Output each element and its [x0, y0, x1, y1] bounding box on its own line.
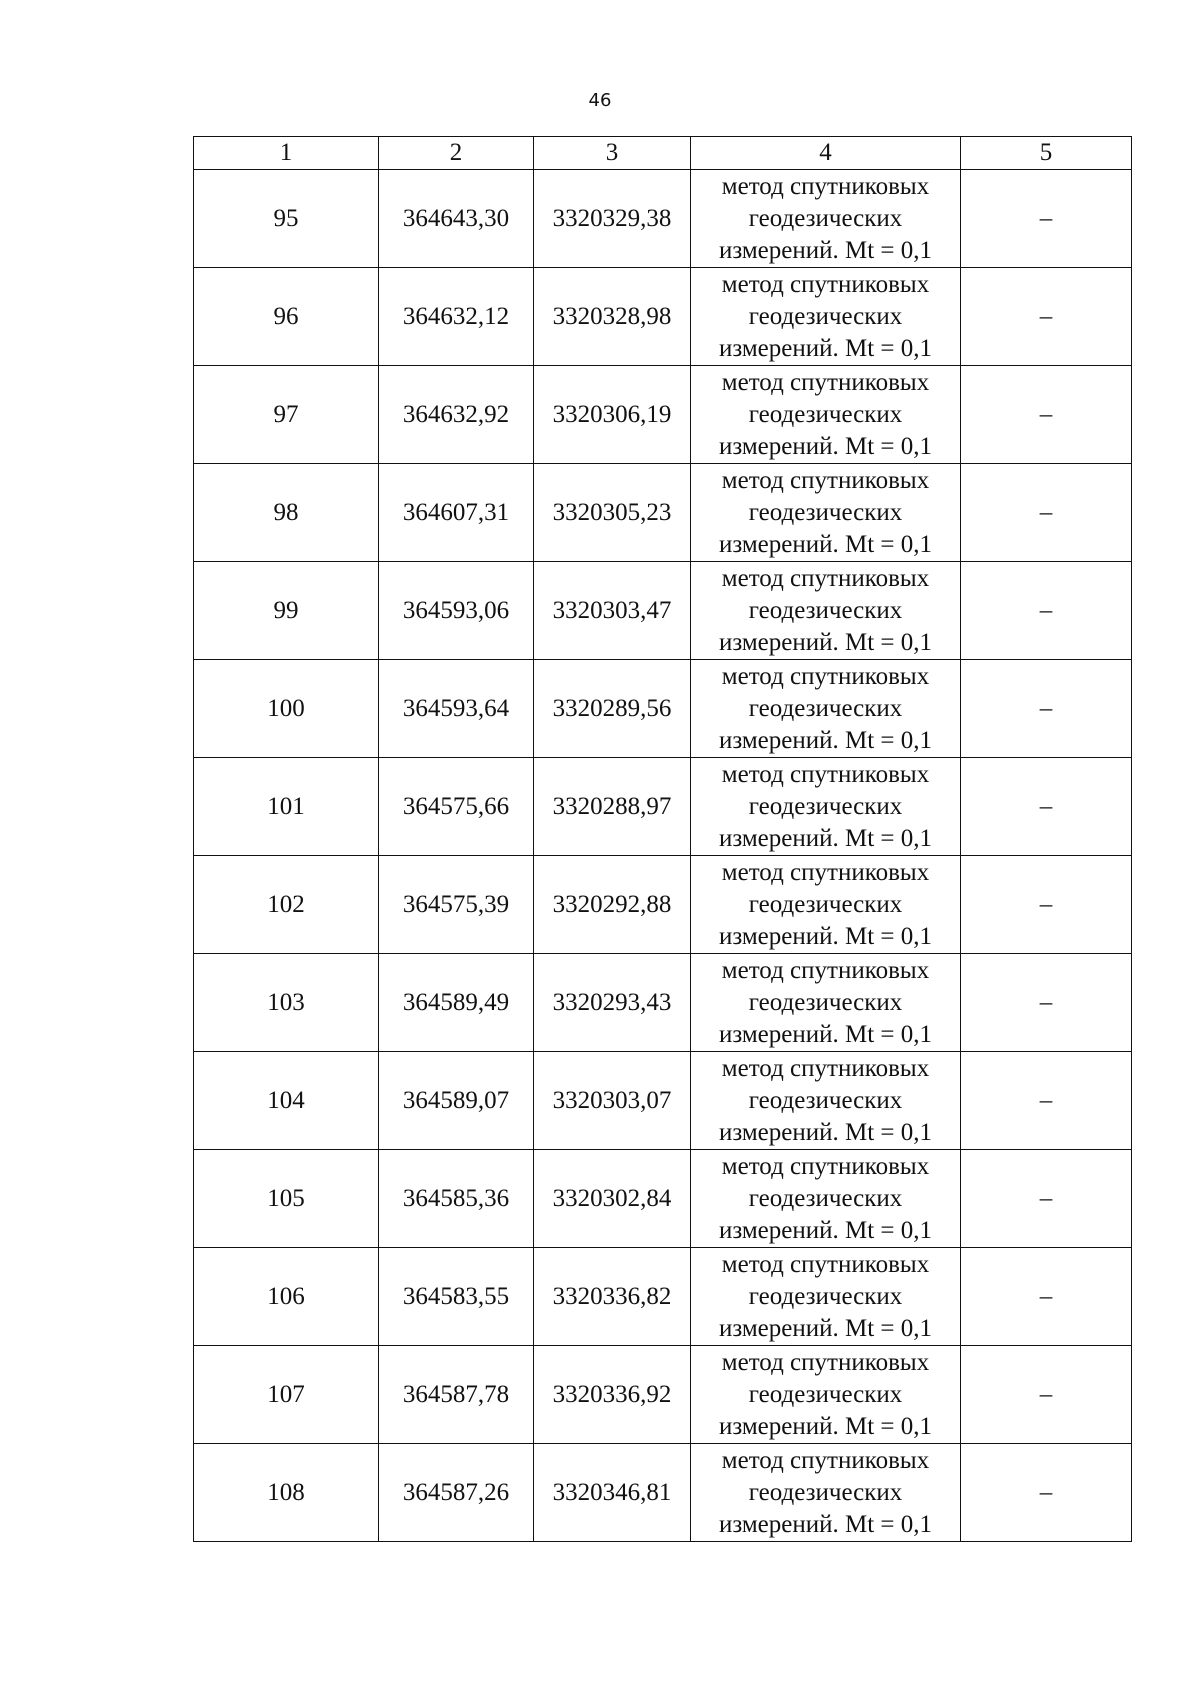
note-cell: – — [961, 758, 1132, 856]
method-line: метод спутниковых — [721, 760, 930, 788]
x-coordinate-cell: 364587,78 — [379, 1346, 534, 1444]
table-body — [194, 170, 1132, 1542]
note-cell: – — [961, 562, 1132, 660]
y-coordinate-cell: 3320336,82 — [534, 1248, 691, 1346]
table-row — [194, 856, 1132, 954]
point-number-cell: 98 — [194, 464, 379, 562]
point-number-cell: 96 — [194, 268, 379, 366]
note-cell: – — [961, 170, 1132, 268]
y-coordinate-cell: 3320328,98 — [534, 268, 691, 366]
table-row — [194, 366, 1132, 464]
x-coordinate-cell: 364643,30 — [379, 170, 534, 268]
x-coordinate-cell: 364632,92 — [379, 366, 534, 464]
method-line: метод спутниковых — [721, 662, 930, 690]
header-cell-4: 4 — [691, 137, 961, 170]
table-row — [194, 1248, 1132, 1346]
method-line: геодезических — [748, 302, 903, 330]
x-coordinate-cell: 364587,26 — [379, 1444, 534, 1542]
x-coordinate-cell: 364593,64 — [379, 660, 534, 758]
method-line: измерений. Mt = 0,1 — [718, 1216, 933, 1244]
method-cell — [691, 1248, 961, 1346]
x-coordinate-cell: 364575,39 — [379, 856, 534, 954]
method-cell — [691, 856, 961, 954]
x-coordinate-cell: 364575,66 — [379, 758, 534, 856]
method-line: геодезических — [748, 498, 903, 526]
method-line: метод спутниковых — [721, 1152, 930, 1180]
header-cell-3: 3 — [534, 137, 691, 170]
method-cell — [691, 170, 961, 268]
y-coordinate-cell: 3320305,23 — [534, 464, 691, 562]
method-line: измерений. Mt = 0,1 — [718, 922, 933, 950]
method-line: метод спутниковых — [721, 956, 930, 984]
method-line: измерений. Mt = 0,1 — [718, 334, 933, 362]
note-cell: – — [961, 856, 1132, 954]
table-row — [194, 954, 1132, 1052]
method-line: метод спутниковых — [721, 172, 930, 200]
method-line: метод спутниковых — [721, 1250, 930, 1278]
note-cell: – — [961, 366, 1132, 464]
method-line: геодезических — [748, 988, 903, 1016]
table-row — [194, 268, 1132, 366]
method-line: измерений. Mt = 0,1 — [718, 1510, 933, 1538]
header-cell-1: 1 — [194, 137, 379, 170]
coordinates-table — [193, 136, 1132, 1542]
table-row — [194, 464, 1132, 562]
method-line: измерений. Mt = 0,1 — [718, 628, 933, 656]
method-line: геодезических — [748, 1282, 903, 1310]
y-coordinate-cell: 3320293,43 — [534, 954, 691, 1052]
y-coordinate-cell: 3320288,97 — [534, 758, 691, 856]
method-cell — [691, 366, 961, 464]
method-cell — [691, 268, 961, 366]
x-coordinate-cell: 364607,31 — [379, 464, 534, 562]
header-cell-5: 5 — [961, 137, 1132, 170]
y-coordinate-cell: 3320336,92 — [534, 1346, 691, 1444]
x-coordinate-cell: 364589,07 — [379, 1052, 534, 1150]
table-row — [194, 1444, 1132, 1542]
method-cell — [691, 1346, 961, 1444]
method-line: геодезических — [748, 1380, 903, 1408]
method-line: метод спутниковых — [721, 1054, 930, 1082]
point-number-cell: 106 — [194, 1248, 379, 1346]
point-number-cell: 104 — [194, 1052, 379, 1150]
method-line: измерений. Mt = 0,1 — [718, 1314, 933, 1342]
point-number-cell: 108 — [194, 1444, 379, 1542]
y-coordinate-cell: 3320303,47 — [534, 562, 691, 660]
y-coordinate-cell: 3320329,38 — [534, 170, 691, 268]
x-coordinate-cell: 364583,55 — [379, 1248, 534, 1346]
method-cell — [691, 758, 961, 856]
method-line: геодезических — [748, 400, 903, 428]
method-cell — [691, 660, 961, 758]
note-cell: – — [961, 464, 1132, 562]
method-line: метод спутниковых — [721, 1348, 930, 1376]
method-line: измерений. Mt = 0,1 — [718, 432, 933, 460]
note-cell: – — [961, 1248, 1132, 1346]
page-number: 46 — [588, 90, 612, 111]
method-line: метод спутниковых — [721, 564, 930, 592]
point-number-cell: 105 — [194, 1150, 379, 1248]
header-cell-2: 2 — [379, 137, 534, 170]
y-coordinate-cell: 3320346,81 — [534, 1444, 691, 1542]
y-coordinate-cell: 3320303,07 — [534, 1052, 691, 1150]
method-cell — [691, 1052, 961, 1150]
method-line: геодезических — [748, 596, 903, 624]
method-cell — [691, 562, 961, 660]
method-line: геодезических — [748, 792, 903, 820]
x-coordinate-cell: 364632,12 — [379, 268, 534, 366]
table-row — [194, 1346, 1132, 1444]
method-line: измерений. Mt = 0,1 — [718, 1412, 933, 1440]
method-line: геодезических — [748, 694, 903, 722]
method-line: метод спутниковых — [721, 1446, 930, 1474]
note-cell: – — [961, 1346, 1132, 1444]
y-coordinate-cell: 3320302,84 — [534, 1150, 691, 1248]
method-cell — [691, 464, 961, 562]
note-cell: – — [961, 1052, 1132, 1150]
note-cell: – — [961, 1150, 1132, 1248]
method-line: метод спутниковых — [721, 368, 930, 396]
x-coordinate-cell: 364589,49 — [379, 954, 534, 1052]
x-coordinate-cell: 364585,36 — [379, 1150, 534, 1248]
table-header — [194, 137, 1132, 170]
method-line: геодезических — [748, 1086, 903, 1114]
x-coordinate-cell: 364593,06 — [379, 562, 534, 660]
method-line: геодезических — [748, 204, 903, 232]
note-cell: – — [961, 268, 1132, 366]
method-line: измерений. Mt = 0,1 — [718, 726, 933, 754]
point-number-cell: 97 — [194, 366, 379, 464]
table-row — [194, 660, 1132, 758]
method-line: измерений. Mt = 0,1 — [718, 236, 933, 264]
method-line: метод спутниковых — [721, 858, 930, 886]
method-line: геодезических — [748, 1184, 903, 1212]
point-number-cell: 102 — [194, 856, 379, 954]
note-cell: – — [961, 1444, 1132, 1542]
method-cell — [691, 1150, 961, 1248]
method-cell — [691, 1444, 961, 1542]
note-cell: – — [961, 660, 1132, 758]
method-line: геодезических — [748, 1478, 903, 1506]
note-cell: – — [961, 954, 1132, 1052]
table-row — [194, 758, 1132, 856]
table-row — [194, 170, 1132, 268]
method-cell — [691, 954, 961, 1052]
point-number-cell: 95 — [194, 170, 379, 268]
point-number-cell: 100 — [194, 660, 379, 758]
method-line: измерений. Mt = 0,1 — [718, 824, 933, 852]
y-coordinate-cell: 3320306,19 — [534, 366, 691, 464]
method-line: геодезических — [748, 890, 903, 918]
method-line: метод спутниковых — [721, 270, 930, 298]
point-number-cell: 101 — [194, 758, 379, 856]
method-line: измерений. Mt = 0,1 — [718, 1020, 933, 1048]
point-number-cell: 103 — [194, 954, 379, 1052]
point-number-cell: 99 — [194, 562, 379, 660]
table-row — [194, 1150, 1132, 1248]
method-line: измерений. Mt = 0,1 — [718, 1118, 933, 1146]
table-row — [194, 1052, 1132, 1150]
method-line: измерений. Mt = 0,1 — [718, 530, 933, 558]
header-row — [194, 137, 1132, 170]
table-row — [194, 562, 1132, 660]
point-number-cell: 107 — [194, 1346, 379, 1444]
y-coordinate-cell: 3320292,88 — [534, 856, 691, 954]
y-coordinate-cell: 3320289,56 — [534, 660, 691, 758]
method-line: метод спутниковых — [721, 466, 930, 494]
